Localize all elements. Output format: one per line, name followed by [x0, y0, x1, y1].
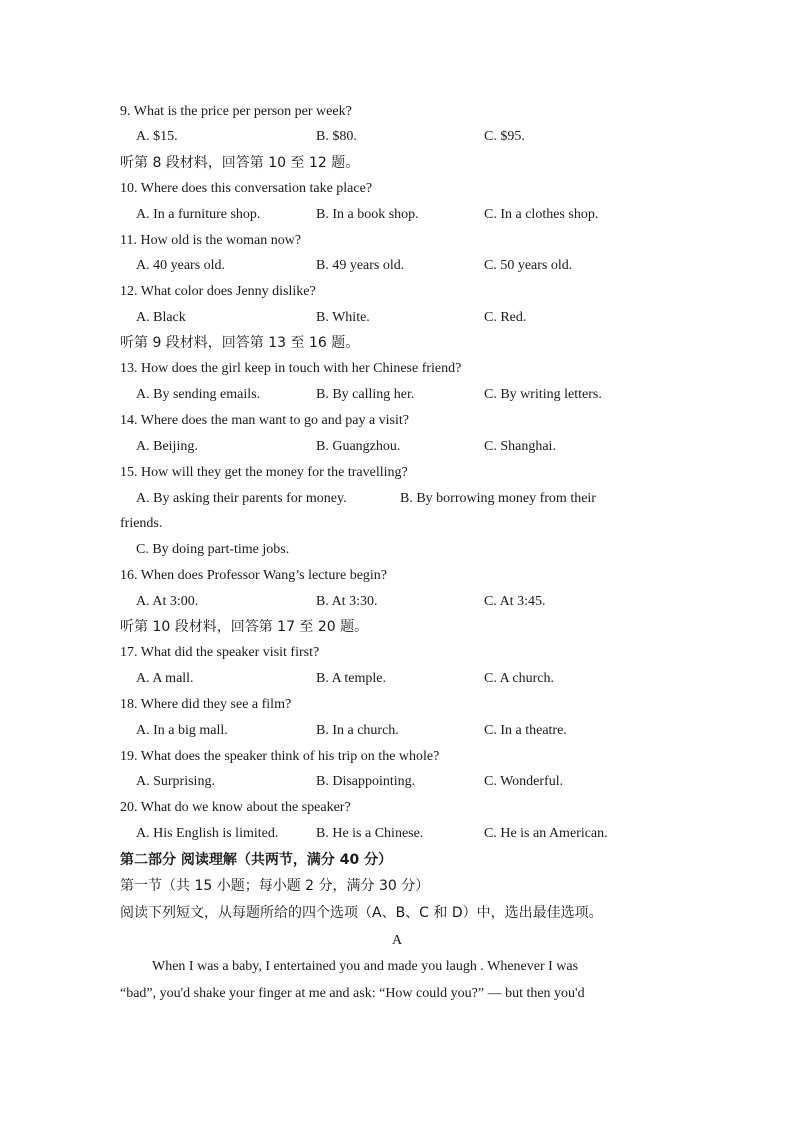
question-text: 10. Where does this conversation take place?	[120, 181, 373, 196]
options-14	[0, 436, 794, 458]
option-c: C. By doing part-time jobs.	[136, 542, 290, 557]
option-c: C. Shanghai.	[484, 439, 556, 454]
option-c: C. 50 years old.	[484, 258, 573, 273]
options-15-row1	[0, 488, 794, 510]
question-text: 12. What color does Jenny dislike?	[120, 284, 316, 299]
question-text: 15. How will they get the money for the travelling?	[120, 465, 408, 480]
option-a: A. In a big mall.	[136, 723, 228, 738]
options-11	[0, 255, 794, 277]
question-12	[0, 281, 794, 303]
option-a: A. Surprising.	[136, 774, 215, 789]
options-19	[0, 771, 794, 793]
option-a: A. By sending emails.	[136, 387, 261, 402]
section-header-10	[0, 616, 794, 638]
option-a: A. $15.	[136, 129, 178, 144]
question-9	[0, 101, 794, 123]
question-text: 16. When does Professor Wang’s lecture begin?	[120, 568, 388, 583]
options-16	[0, 591, 794, 613]
option-c: C. By writing letters.	[484, 387, 602, 402]
reading-instructions	[0, 902, 794, 924]
question-text: 20. What do we know about the speaker?	[120, 800, 351, 815]
question-11	[0, 230, 794, 252]
section-one-text: 第一节（共 15 小题；每小题 2 分，满分 30 分）	[120, 878, 430, 894]
section-header-text: 听第 8 段材料，回答第 10 至 12 题。	[120, 155, 360, 171]
option-c: C. He is an American.	[484, 826, 608, 841]
question-13	[0, 358, 794, 380]
question-text: 17. What did the speaker visit first?	[120, 645, 320, 660]
question-20	[0, 797, 794, 819]
passage-line-1	[0, 956, 794, 978]
option-b: B. Disappointing.	[316, 774, 416, 789]
option-b: B. He is a Chinese.	[316, 826, 424, 841]
options-10	[0, 204, 794, 226]
option-b: B. A temple.	[316, 671, 386, 686]
option-a: A. At 3:00.	[136, 594, 199, 609]
option-c: C. In a clothes shop.	[484, 207, 599, 222]
section-header-9	[0, 332, 794, 354]
option-a: A. His English is limited.	[136, 826, 279, 841]
instructions-text: 阅读下列短文，从每题所给的四个选项（A、B、C 和 D）中，选出最佳选项。	[120, 905, 603, 921]
section-header-text: 听第 9 段材料，回答第 13 至 16 题。	[120, 335, 360, 351]
section-header-text: 听第 10 段材料，回答第 17 至 20 题。	[120, 619, 369, 635]
option-a: A. By asking their parents for money.	[136, 491, 347, 506]
option-c: C. Red.	[484, 310, 527, 325]
option-a: A. Beijing.	[136, 439, 198, 454]
part-two-title-text: 第二部分 阅读理解（共两节，满分 40 分）	[120, 852, 393, 868]
question-17	[0, 642, 794, 664]
option-a: A. In a furniture shop.	[136, 207, 261, 222]
option-b: B. $80.	[316, 129, 357, 144]
option-b-part1: B. By borrowing money from their	[400, 491, 596, 506]
option-a: A. 40 years old.	[136, 258, 226, 273]
section-one-heading	[0, 875, 794, 897]
question-text: 19. What does the speaker think of his trip on the whole?	[120, 749, 440, 764]
option-c: C. In a theatre.	[484, 723, 567, 738]
question-text: 9. What is the price per person per week?	[120, 104, 352, 119]
option-b: B. In a church.	[316, 723, 399, 738]
passage-text: When I was a baby, I entertained you and made you laugh . Whenever I was	[152, 959, 579, 974]
option-a: A. Black	[136, 310, 186, 325]
option-b: B. At 3:30.	[316, 594, 378, 609]
question-15	[0, 462, 794, 484]
passage-line-2	[0, 983, 794, 1005]
options-15-row3	[0, 539, 794, 561]
option-c: C. Wonderful.	[484, 774, 564, 789]
question-14	[0, 410, 794, 432]
option-a: A. A mall.	[136, 671, 194, 686]
option-c: C. $95.	[484, 129, 525, 144]
options-13	[0, 384, 794, 406]
question-19	[0, 746, 794, 768]
options-9	[0, 126, 794, 148]
option-c: C. At 3:45.	[484, 594, 546, 609]
question-10	[0, 178, 794, 200]
part-two-title	[0, 849, 794, 871]
option-b: B. By calling her.	[316, 387, 415, 402]
options-12	[0, 307, 794, 329]
options-18	[0, 720, 794, 742]
section-header-8	[0, 152, 794, 174]
option-b: B. In a book shop.	[316, 207, 419, 222]
passage-text: “bad”, you'd shake your finger at me and ask: “How could you?” — but then you'd	[120, 986, 585, 1001]
option-b: B. White.	[316, 310, 370, 325]
option-c: C. A church.	[484, 671, 554, 686]
passage-label-text: A	[391, 933, 403, 948]
question-text: 14. Where does the man want to go and pay a visit?	[120, 413, 409, 428]
options-17	[0, 668, 794, 690]
question-16	[0, 565, 794, 587]
question-text: 13. How does the girl keep in touch with her Chinese friend?	[120, 361, 462, 376]
option-b: B. Guangzhou.	[316, 439, 401, 454]
passage-label	[0, 930, 794, 952]
question-text: 11. How old is the woman now?	[120, 233, 302, 248]
question-18	[0, 694, 794, 716]
options-15-row2	[0, 513, 794, 535]
option-b-part2: friends.	[120, 516, 163, 531]
options-20	[0, 823, 794, 845]
option-b: B. 49 years old.	[316, 258, 405, 273]
question-text: 18. Where did they see a film?	[120, 697, 292, 712]
